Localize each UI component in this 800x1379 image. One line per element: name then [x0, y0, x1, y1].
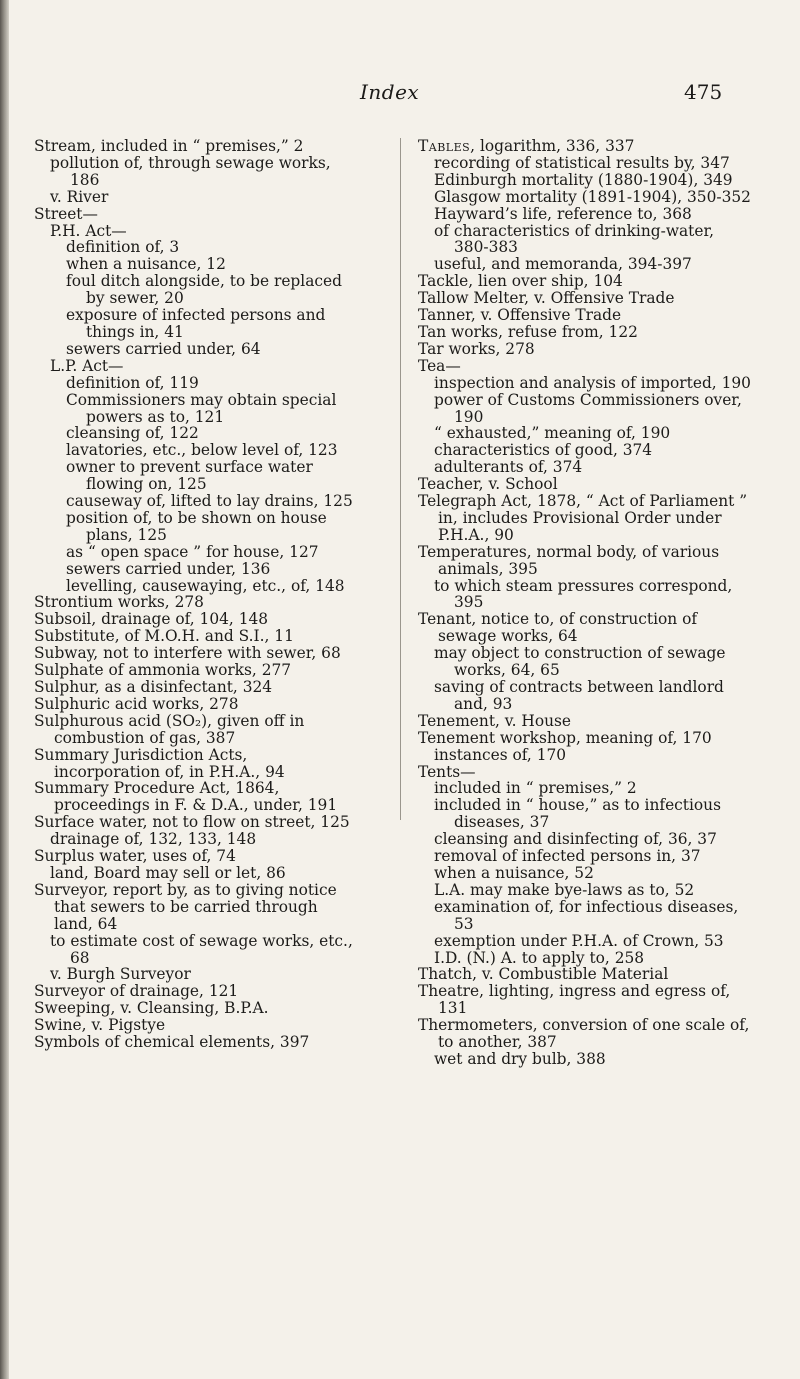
index-entry-text: characteristics of good, 374 — [434, 441, 653, 460]
index-entry — [34, 442, 356, 459]
index-entry-text: position of, to be shown on house plans, 125 — [66, 508, 327, 544]
index-entry — [418, 256, 752, 273]
index-entry-text: Surplus water, uses of, 74 — [34, 847, 236, 866]
index-entry-text: causeway of, lifted to lay drains, 125 — [66, 492, 353, 511]
index-entry-text: to which steam pressures correspond, 395 — [434, 576, 733, 612]
index-entry — [34, 662, 356, 679]
index-entry — [34, 865, 356, 882]
left-index-column — [34, 138, 356, 1051]
index-entry — [34, 358, 356, 375]
index-entry-text: cleansing of, 122 — [66, 424, 199, 443]
index-entry — [418, 730, 752, 747]
index-entry — [34, 1017, 356, 1034]
index-entry — [34, 983, 356, 1000]
page-number: 475 — [684, 80, 723, 104]
index-entry — [418, 578, 752, 612]
index-entry — [418, 273, 752, 290]
index-entry — [418, 290, 752, 307]
index-entry-text: power of Customs Commissioners over, 190 — [434, 390, 742, 426]
index-entry — [418, 223, 752, 257]
index-entry — [34, 1000, 356, 1017]
index-entry — [34, 814, 356, 831]
index-entry-text: Commissioners may obtain special powers as to, 121 — [66, 390, 337, 426]
index-entry-text: recording of statistical results by, 347 — [434, 153, 730, 172]
index-entry-text: Tackle, lien over ship, 104 — [418, 272, 623, 291]
index-entry — [34, 307, 356, 341]
index-entry — [34, 493, 356, 510]
index-entry-text: Hayward’s life, reference to, 368 — [434, 204, 692, 223]
index-entry-text: Summary Procedure Act, 1864, proceedings in F. & D.A., under, 191 — [34, 779, 338, 815]
index-entry — [34, 155, 356, 189]
right-index-column — [418, 138, 752, 1068]
index-entry-text: L.P. Act— — [50, 356, 124, 375]
index-entry — [34, 780, 356, 814]
index-entry-text: P.H. Act— — [50, 221, 127, 240]
index-entry — [418, 442, 752, 459]
index-entry-text: removal of infected persons in, 37 — [434, 847, 701, 866]
index-entry — [34, 206, 356, 223]
index-entry-text: included in “ house,” as to infectious diseases, 37 — [434, 796, 721, 832]
index-entry-text: Sulphurous acid (SO₂), given off in combustion of gas, 387 — [34, 711, 305, 747]
index-entry-text: I.D. (N.) A. to apply to, 258 — [434, 948, 645, 967]
index-entry-text: Substitute, of M.O.H. and S.I., 11 — [34, 627, 294, 646]
index-entry — [418, 476, 752, 493]
index-entry-text: Sulphuric acid works, 278 — [34, 694, 239, 713]
index-entry-text: Tar works, 278 — [418, 339, 535, 358]
index-entry — [34, 459, 356, 493]
index-entry — [34, 425, 356, 442]
index-entry-text: foul ditch alongside, to be replaced by sewer, 20 — [66, 272, 342, 308]
index-entry — [34, 375, 356, 392]
index-entry — [34, 223, 356, 240]
index-entry-text: useful, and memoranda, 394-397 — [434, 255, 692, 274]
index-entry-text: Tenant, notice to, of construction of sewage works, 64 — [418, 610, 698, 646]
index-entry-text: Theatre, lighting, ingress and egress of, 131 — [418, 982, 731, 1018]
index-entry — [418, 611, 752, 645]
column-divider — [400, 138, 401, 820]
index-entry — [418, 713, 752, 730]
index-entry-text: Thatch, v. Combustible Material — [418, 965, 669, 984]
index-entry-text: Tenement, v. House — [418, 711, 572, 730]
index-entry-text: Telegraph Act, 1878, “ Act of Parliament ” in, includes Provisional Order under P.H.A., 90 — [418, 492, 748, 544]
index-entry — [34, 713, 356, 747]
index-entry-text: cleansing and disinfecting of, 36, 37 — [434, 830, 717, 849]
index-entry-text: drainage of, 132, 133, 148 — [50, 830, 257, 849]
index-entry — [34, 933, 356, 967]
index-entry-text: levelling, causewaying, etc., of, 148 — [66, 576, 345, 595]
index-entry — [34, 341, 356, 358]
index-entry-text: owner to prevent surface water flowing on, 125 — [66, 458, 313, 494]
index-entry — [34, 544, 356, 561]
index-entry — [418, 645, 752, 679]
index-entry-text: Sulphur, as a disinfectant, 324 — [34, 678, 273, 696]
index-entry — [418, 189, 752, 206]
index-entry — [34, 392, 356, 426]
index-entry — [34, 882, 356, 933]
index-entry — [34, 696, 356, 713]
index-entry-text: L.A. may make bye-laws as to, 52 — [434, 880, 695, 899]
index-entry — [418, 138, 752, 155]
index-entry-text: examination of, for infectious diseases, 53 — [434, 897, 739, 933]
index-entry-text: land, Board may sell or let, 86 — [50, 863, 286, 882]
index-entry — [418, 950, 752, 967]
index-entry-text: Glasgow mortality (1891-1904), 350-352 — [434, 187, 751, 206]
index-entry — [34, 189, 356, 206]
index-entry-text: Tallow Melter, v. Offensive Trade — [418, 289, 675, 308]
index-entry — [34, 848, 356, 865]
index-entry — [418, 544, 752, 578]
index-entry-text: Tenement workshop, meaning of, 170 — [418, 728, 712, 747]
index-entry — [418, 206, 752, 223]
index-entry — [34, 645, 356, 662]
index-entry — [418, 307, 752, 324]
page-header — [0, 72, 800, 112]
index-entry — [418, 324, 752, 341]
index-entry-text: Surface water, not to flow on street, 125 — [34, 813, 350, 832]
index-entry — [418, 797, 752, 831]
index-entry-text: Tea— — [418, 356, 461, 375]
index-entry-text: Summary Jurisdiction Acts, incorporation of, in P.H.A., 94 — [34, 745, 285, 781]
index-entry — [418, 1051, 752, 1068]
index-entry-text: wet and dry bulb, 388 — [434, 1049, 606, 1068]
index-entry-text: Thermometers, conversion of one scale of, to another, 387 — [418, 1016, 750, 1052]
index-entry-text: Strontium works, 278 — [34, 593, 204, 612]
index-entry — [34, 747, 356, 781]
index-entry — [34, 611, 356, 628]
index-entry — [34, 679, 356, 696]
index-entry-text: instances of, 170 — [434, 745, 567, 764]
index-entry-text: Street— — [34, 204, 98, 223]
index-entry — [418, 966, 752, 983]
index-entry — [418, 933, 752, 950]
index-entry-text: v. River — [50, 187, 109, 206]
index-entry — [418, 459, 752, 476]
index-entry-text: definition of, 119 — [66, 373, 199, 392]
index-entry-text: sewers carried under, 136 — [66, 559, 271, 578]
index-entry-text: pollution of, through sewage works, 186 — [50, 153, 331, 189]
index-entry-text: inspection and analysis of imported, 190 — [434, 373, 751, 392]
index-entry-text: Subsoil, drainage of, 104, 148 — [34, 610, 269, 629]
index-entry — [34, 628, 356, 645]
index-entry — [418, 155, 752, 172]
index-entry — [34, 578, 356, 595]
index-entry-text: Surveyor of drainage, 121 — [34, 982, 239, 1001]
index-entry-text: Swine, v. Pigstye — [34, 1016, 166, 1035]
index-entry-text: Temperatures, normal body, of various animals, 395 — [418, 542, 720, 578]
index-entry-text: adulterants of, 374 — [434, 458, 583, 477]
index-entry-text: Sweeping, v. Cleansing, B.P.A. — [34, 999, 269, 1018]
index-entry — [418, 392, 752, 426]
index-entry-text: sewers carried under, 64 — [66, 339, 261, 358]
index-entry-text: of characteristics of drinking-water, 380-383 — [434, 221, 715, 257]
index-entry — [418, 172, 752, 189]
index-entry — [418, 983, 752, 1017]
running-title: Index — [360, 80, 420, 104]
index-entry — [34, 239, 356, 256]
index-entry-text: Tents— — [418, 762, 476, 781]
index-entry — [418, 865, 752, 882]
index-entry — [418, 899, 752, 933]
index-entry — [418, 493, 752, 544]
index-entry — [418, 882, 752, 899]
index-entry-text: as “ open space ” for house, 127 — [66, 542, 319, 561]
index-entry — [418, 764, 752, 781]
index-entry-text: saving of contracts between landlord and, 93 — [434, 678, 724, 713]
index-entry — [418, 358, 752, 375]
index-entry-text: , logarithm, 336, 337 — [470, 137, 635, 155]
index-entry — [34, 831, 356, 848]
index-entry-text: Symbols of chemical elements, 397 — [34, 1033, 310, 1052]
index-entry-text: exemption under P.H.A. of Crown, 53 — [434, 931, 724, 950]
index-entry-text: to estimate cost of sewage works, etc., 68 — [50, 931, 353, 967]
index-entry-text: included in “ premises,” 2 — [434, 779, 637, 798]
index-entry — [34, 510, 356, 544]
binding-gutter — [0, 0, 9, 1379]
index-entry-text: exposure of infected persons and things in, 41 — [66, 306, 326, 341]
index-entry — [418, 375, 752, 392]
index-entry — [418, 341, 752, 358]
index-entry-text: lavatories, etc., below level of, 123 — [66, 441, 338, 460]
index-entry-text: “ exhausted,” meaning of, 190 — [434, 424, 671, 443]
index-entry — [418, 747, 752, 764]
index-entry-text: may object to construction of sewage works, 64, 65 — [434, 644, 726, 680]
index-entry — [418, 425, 752, 442]
index-entry — [34, 138, 356, 155]
index-entry — [418, 1017, 752, 1051]
index-entry-text: Edinburgh mortality (1880-1904), 349 — [434, 170, 733, 189]
index-entry-text: when a nuisance, 52 — [434, 863, 594, 882]
index-entry-text: v. Burgh Surveyor — [50, 965, 191, 984]
index-entry-text: Sulphate of ammonia works, 277 — [34, 661, 292, 680]
index-entry — [418, 780, 752, 797]
index-entry — [34, 561, 356, 578]
index-entry — [34, 256, 356, 273]
index-entry-head: Tables — [418, 137, 471, 155]
index-entry-text: Stream, included in “ premises,” 2 — [34, 137, 304, 155]
index-entry — [418, 679, 752, 713]
index-entry — [418, 848, 752, 865]
index-entry-text: when a nuisance, 12 — [66, 255, 226, 274]
index-entry-text: definition of, 3 — [66, 238, 180, 257]
index-entry — [34, 273, 356, 307]
index-entry — [418, 831, 752, 848]
index-entry-text: Teacher, v. School — [418, 475, 558, 494]
index-entry — [34, 1034, 356, 1051]
index-entry — [34, 594, 356, 611]
index-entry-text: Tanner, v. Offensive Trade — [418, 306, 622, 325]
index-entry-text: Subway, not to interfere with sewer, 68 — [34, 644, 341, 663]
index-entry-text: Surveyor, report by, as to giving notice that sewers to be carried through land, 64 — [34, 880, 337, 933]
index-entry — [34, 966, 356, 983]
index-entry-text: Tan works, refuse from, 122 — [418, 322, 638, 341]
